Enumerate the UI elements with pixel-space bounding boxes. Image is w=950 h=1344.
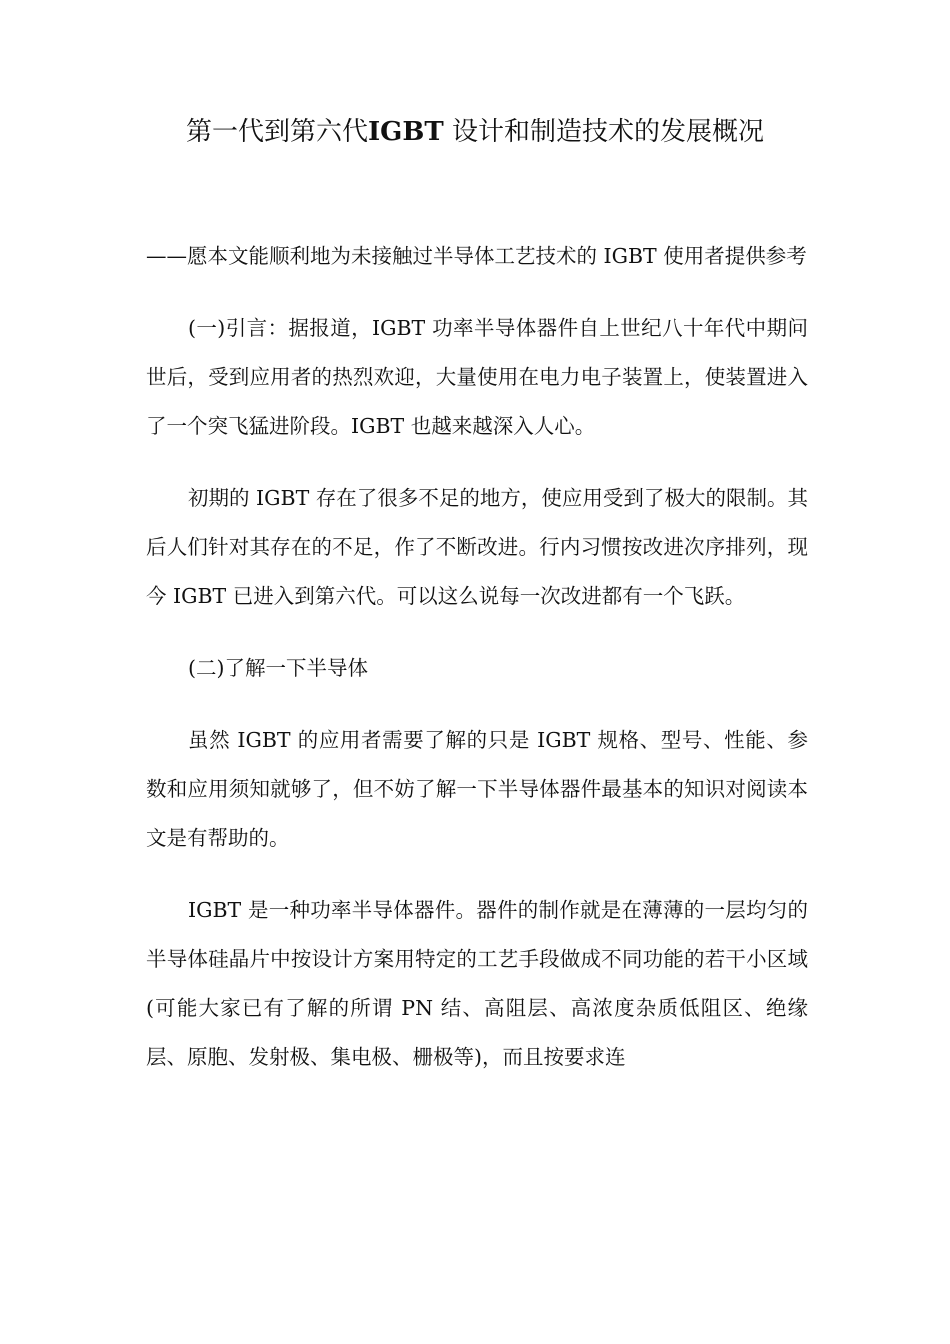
document-subtitle: ——愿本文能顺利地为未接触过半导体工艺技术的 IGBT 使用者提供参考 (146, 244, 807, 268)
title-bold-igbt: IGBT (368, 117, 444, 147)
document-body (146, 232, 808, 1105)
paragraph-igbt-device: IGBT 是一种功率半导体器件。器件的制作就是在薄薄的一层均匀的半导体硅晶片中按设计方案用特定的工艺手段做成不同功能的若干小区域(可能大家已有了解的所谓 PN 结、高阻层、高浓度杂质低阻区、绝缘层、原胞、发射极、集电极、栅极等)，而且按要求连 (146, 898, 808, 1069)
paragraph-early-igbt: 初期的 IGBT 存在了很多不足的地方，使应用受到了极大的限制。其后人们针对其存在的不足，作了不断改进。行内习惯按改进次序排列，现今 IGBT 已进入到第六代。可以这么说每一次改进都有一个飞跃。 (146, 486, 808, 608)
section-heading-semiconductor: (二)了解一下半导体 (188, 656, 368, 680)
document-title (140, 112, 810, 152)
title-part-2: 设计和制造技术的发展概况 (443, 117, 764, 147)
paragraph-introduction: (一)引言：据报道，IGBT 功率半导体器件自上世纪八十年代中期问世后，受到应用者的热烈欢迎，大量使用在电力电子装置上，使装置进入了一个突飞猛进阶段。IGBT 也越来越深入人心。 (146, 316, 808, 438)
title-part-1: 第一代到第六代 (186, 117, 369, 147)
paragraph-semiconductor-basics: 虽然 IGBT 的应用者需要了解的只是 IGBT 规格、型号、性能、参数和应用须知就够了，但不妨了解一下半导体器件最基本的知识对阅读本文是有帮助的。 (146, 728, 808, 850)
